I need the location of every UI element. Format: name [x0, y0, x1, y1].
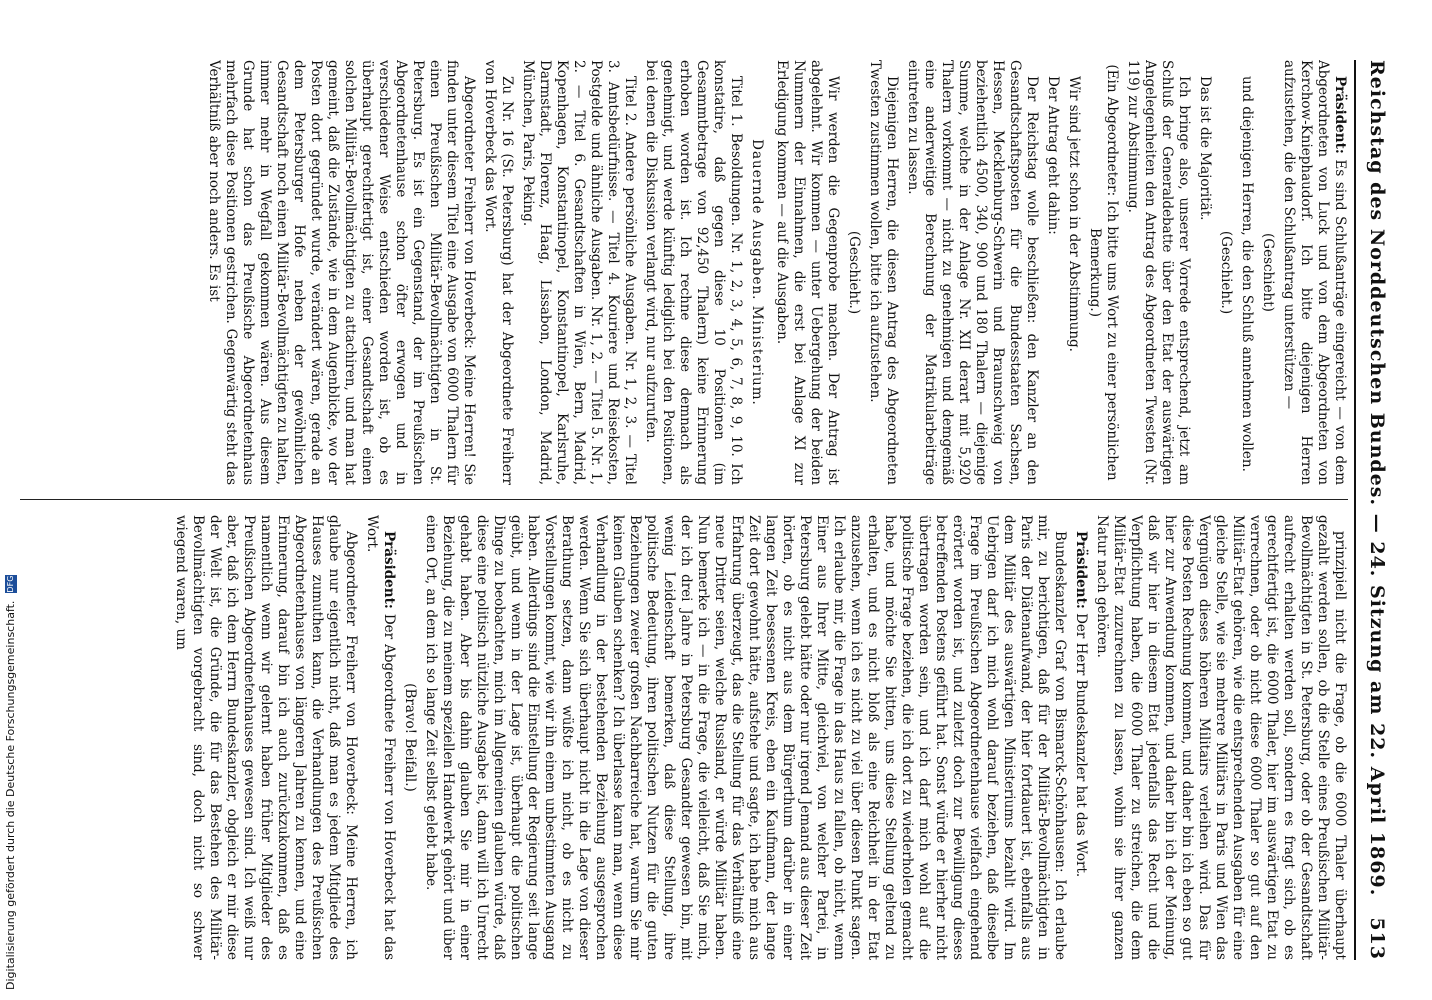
paragraph-text: Abgeordneter Freiherr von Hoverbeck: Meine Herren, ich glaube nur eigentlich nicht, daß man es jedem Mitgliede des Hauses zumuthen kann, die Verhandlungen des Preußischen Abgeordnetenhauses von längeren Jahren zu kennen, und eine Erinnerung, darauf bin ich auch zurückzukommen, daß es namentlich wenn wir gelernt haben früher Mitglieder des Preußischen Abgeordnetenhauses gewesen sind. Ich weiß nur aber, daß ich dem Herrn Bundeskanzler, obgleich er mir diese der Welt ist, die Gründe, die für das Bestehen des Militär-Bevollmächtigten vorgebracht sind, doch nicht so schwer wiegend waren, um	[173, 515, 359, 960]
paragraph	[481, 60, 515, 485]
paragraph-text: Zu Nr. 16 (St. Petersburg) hat der Abgeordnete Freiherr von Hoverbeck das Wort.	[482, 60, 515, 485]
stage-direction	[845, 60, 862, 485]
paragraph	[1238, 60, 1255, 485]
paragraph-text: Der Herr Bundeskanzler hat das Wort.	[1073, 608, 1089, 878]
paragraph	[1044, 60, 1061, 485]
header-rule	[1354, 60, 1356, 960]
paragraph-text: Der Reichstag wolle beschließen: den Kanzler an den Gesandtschaftsposten für die Bundesstaaten Sachsen, Hessen, Mecklenburg-Schwerin und Braunschweig von beziehentlich 4500, 340, 900 und 180 Thalern — diejenige Summe, welche in der Anlage Nr. XII derart mit 5,920 Thalern vorkommt — nicht zu genehmigen und demgemäß eine anderweitige Berechnung der Matrikularbeiträge eintreten zu lassen.	[905, 60, 1040, 485]
stage-direction	[401, 515, 418, 960]
paragraph	[1072, 515, 1089, 960]
column-divider	[20, 499, 1348, 500]
paragraph-text: Diejenigen Herren, die diesen Antrag des Abgeordneten Twesten zustimmen wollen, bitte ich aufzustehen.	[867, 60, 900, 485]
page-number: 513	[1366, 917, 1388, 960]
footer-text: Digitalisierung gefördert durch die Deutsche Forschungsgemeinschaft.	[4, 600, 17, 990]
paragraph-text: prinzipiell nicht die Frage, ob die 6000 Thaler überhaupt gezahlt werden sollen, ob die Stelle eines Preußischen Militär-Bevollmächtigten in St. Petersburg, oder ob der Gesandtschaft aufrecht erhalten werden soll, sondern es fragt sich, ob es gerechtfertigt ist, die 6000 Thaler, hier im auswärtigen Etat zu verrechnen, oder ob nicht diese 6000 Thaler so gut auf den Militär-Etat gehören, wie die entsprechenden Ausgaben für eine gleiche Stelle, wie sie mehrere Militärs in Paris und Wien das Vergnügen dieses höheren Militairs verleihen wird. Das für diese Posten Rechnung kommen, und daher bin ich eben so gut hier zur Anwendung kommen, und daher bin ich der Meinung, daß wir hier in diesem Etat jedenfalls das Recht und die Verpflichtung haben, die 6000 Thaler zu streichen, die dem Militär-Etat zuzurechnen zu lassen, wohin sie ihrer ganzen Natur nach gehören.	[1094, 515, 1348, 960]
paragraph	[1093, 515, 1348, 960]
paragraph	[205, 60, 477, 485]
paragraph-text: Der Abgeordnete Freiherr von Hoverbeck hat das Wort.	[364, 515, 397, 960]
paragraph-text: Wir werden die Gegenprobe machen. Der Antrag ist abgelehnt. Wir kommen — unter Uebergehung der beiden Nummern der Einnahmen, die erst bei Anlage XI zur Erledigung kommen — auf die Ausgaben.	[774, 60, 841, 485]
paragraph	[773, 60, 841, 485]
speaker-label: Präsident:	[1073, 531, 1089, 609]
paragraph-text: Abgeordneter Freiherr von Hoverbeck: Meine Herren! Sie finden unter diesem Titel eine Ausgabe von 6000 Thalern für einen Preußischen Militär-Bevollmächtigten in St. Petersburg. Es ist ein Gegenstand, der im Preußischen Abgeordnetenhause schon öfter erwogen und in verschiedener Weise entschieden worden ist, ob es überhaupt gerechtfertigt ist, einer Gesandtschaft einen solchen Militär-Bevollmächtigten zu attachiren, und man hat gemeint, daß die Zustände, wie in dem Augenblicke, wo der Posten dort gegründet wurde, verändert wären, gerade an dem Petersburger Hofe neben der gewöhnlichen Gesandtschaft noch einen Militär-Bevollmächtigten zu halten, immer mehr in Wegfall gekommen wären. Aus diesem Grunde hat schon das Preußische Abgeordnetenhaus mehrfach diese Positionen gestrichen. Gegenwärtig steht das Verhältniß aber noch anders. Es ist	[206, 60, 477, 485]
stage-direction	[1259, 60, 1276, 485]
paragraph-text: und diejenigen Herren, die den Schluß annehmen wollen.	[1239, 76, 1255, 472]
paragraph-text: (Geschieht.)	[846, 230, 862, 315]
paragraph	[172, 515, 359, 960]
paragraph	[904, 60, 1040, 485]
paragraph-text: Der Antrag geht dahin:	[1045, 76, 1061, 235]
paragraph-text: Es sind Schlußanträge eingereicht — von dem Abgeordneten von Luck und von dem Abgeordneten von Kerchow-Kniephaudorf. Ich bitte diejenigen Herren aufzustehen, die den Schlußantrag unterstützen —	[1281, 60, 1348, 485]
paragraph-text: Ich bringe also, unserer Vorrede entsprechend, jetzt am Schluß der Generaldebatte über den Etat der auswärtigen Angelegenheiten den Antrag des Abgeordneten Twesten (Nr. 119) zur Abstimmung.	[1125, 60, 1192, 485]
section-heading	[748, 60, 765, 485]
paragraph	[866, 60, 900, 485]
right-column	[20, 515, 1348, 960]
paragraph	[1065, 60, 1082, 485]
paragraph	[642, 60, 744, 485]
speaker-label: Präsident:	[381, 531, 397, 609]
paragraph-text: Wir sind jetzt schon in der Abstimmung.	[1066, 76, 1082, 352]
paragraph-text: (Geschieht.)	[1218, 230, 1234, 315]
paragraph-text: Das ist die Majorität.	[1197, 76, 1213, 221]
dfg-logo-icon: DFG	[6, 575, 15, 593]
speaker-label: Präsident:	[1332, 76, 1348, 154]
stage-direction	[1217, 60, 1234, 485]
paragraph-text: (Ein Abgeordneter: Ich bitte ums Wort zu einer persönlichen Bemerkung.)	[1087, 64, 1120, 481]
digitization-footer	[4, 575, 17, 990]
paragraph-text: (Bravo! Beifall.)	[402, 683, 418, 792]
paragraph-text: Titel 2. Andere persönliche Ausgaben. Nr. 1, 2, 3. — Titel 3. Amtsbedürfnisse. — Titel 4. Kouriere und Reisekosten, Postgelde und ähnliche Ausgaben. Nr. 1, 2. — Titel 5. Nr. 1, 2. — Titel 6. Gesandtschaften in Wien, Bern, Madrid, Kopenhagen, Konstantinopel, Konstantinopel, Karlsruhe, Darmstadt, Florenz, Haag, Lissabon, London, Madrid, München, Paris, Peking.	[520, 60, 638, 485]
paragraph-text: (Geschieht)	[1260, 233, 1276, 312]
paragraph	[422, 515, 1068, 960]
left-column	[20, 60, 1348, 485]
paragraph	[1124, 60, 1192, 485]
paragraph-text: Titel 1. Besoldungen. Nr. 1, 2, 3, 4, 5, 6, 7, 8, 9, 10. Ich konstatire, daß gegen diese 10 Positionen (im Gesammtbetrage von 92,450 Thalern) keine Erinnerung erhoben worden ist. Ich rechne diese demnach als genehmigt, und werde künftig lediglich bei den Positionen, bei denen die Diskussion verlangt wird, nur aufzurufen.	[643, 60, 744, 485]
paragraph	[363, 515, 397, 960]
header-title: Reichstag des Norddeutschen Bundes. — 24. Sitzung am 22. April 1869.	[1366, 60, 1388, 897]
paragraph-text: Dauernde Ausgaben. Ministerium.	[749, 139, 765, 406]
paragraph	[519, 60, 638, 485]
paragraph	[1280, 60, 1348, 485]
paragraph	[1196, 60, 1213, 485]
paragraph-text: Bundeskanzler Graf von Bismarck-Schönhausen: Ich erlaube mir, zu berichtigen, daß für der Militär-Bevollmächtigten in Paris der Diätenaufwand, der hier fortdauert ist, ebenfalls aus dem Militär des auswärtigen Ministeriums bezahlt wird. Im Uebrigen darf ich mich wohl darauf beziehen, daß dieselbe Frage im Preußischen Abgeordnetenhause vielfach eingehend erörtert worden ist, und zuletzt doch zur Bewilligung dieses betreffenden Postens geführt hat. Sonst würde er hierher nicht übertragen worden sein, und ich darf mich wohl auf die politische Frage beziehen, die ich dort zu wiederholen gemacht habe, und möchte Sie bitten, uns diese Stellung geltend zu erhalten, und es nicht bloß als eine Reichheit in der Etat anzusehen, wenn ich es nicht zu viel über diesen Punkt sagen. Ich erlaube mir, die Frage in das Haus zu fallen, ob nicht, wenn Einer aus Ihrer Mitte, gleichviel, von welcher Partei, in Petersburg gelebt hätte oder nur irgend Jemand aus dieser Zeit hörten, ob es nicht aus dem Bürgerthum darüber in einer langen Zeit besessenen Kreis, eben ein Kaufmann, der lange Zeit dort gewohnt hätte, aufstehe und sagte, ich habe mich aus Erfahrung überzeugt, das die Stellung für das Verhältniß eine neue Dritter seien, welche Russland, er würde Militär haben. Nun bemerke ich — in die Frage, die vielleicht, daß Sie mich, der ich drei Jahre in Petersburg Gesandter gewesen bin, mit wenig Leidenschaft bemerken, daß diese Stellung, ihre politische Bedeutung, ihren politischen Nutzen für die guten Beziehungen zweier großen Nachbarreiche hat, warum Sie mir keinen Glauben schenken? Ich überlasse kann man, wenn diese Verhandlung in der bestehenden Beziehung ausgesprochen werden. Wenn Sie sich überhaupt nicht in die Lage von dieser Berathung setzen, dann wüßte ich nicht, ob es nicht zu Vorstellungen kommt, wie wir ihn einem unbestimmten Ausgang haben. Allerdings sind die Einstellung der Regierung seit lange geübt, und wenn in der Lage ist, überhaupt die politischen Dinge zu beobachten, mich im Allgemeinen glauben würde, daß diese eine politisch nützliche Ausgabe ist, dann will ich Unrecht gehabt haben. Aber bis dahin glauben Sie mir in einer Beziehung, die zu meinem speziellen Handwerk gehört und über einen Ort, an dem ich so lange Zeit selbst gelebt habe.	[423, 515, 1068, 960]
page-header	[1360, 60, 1388, 960]
stage-direction	[1086, 60, 1120, 485]
